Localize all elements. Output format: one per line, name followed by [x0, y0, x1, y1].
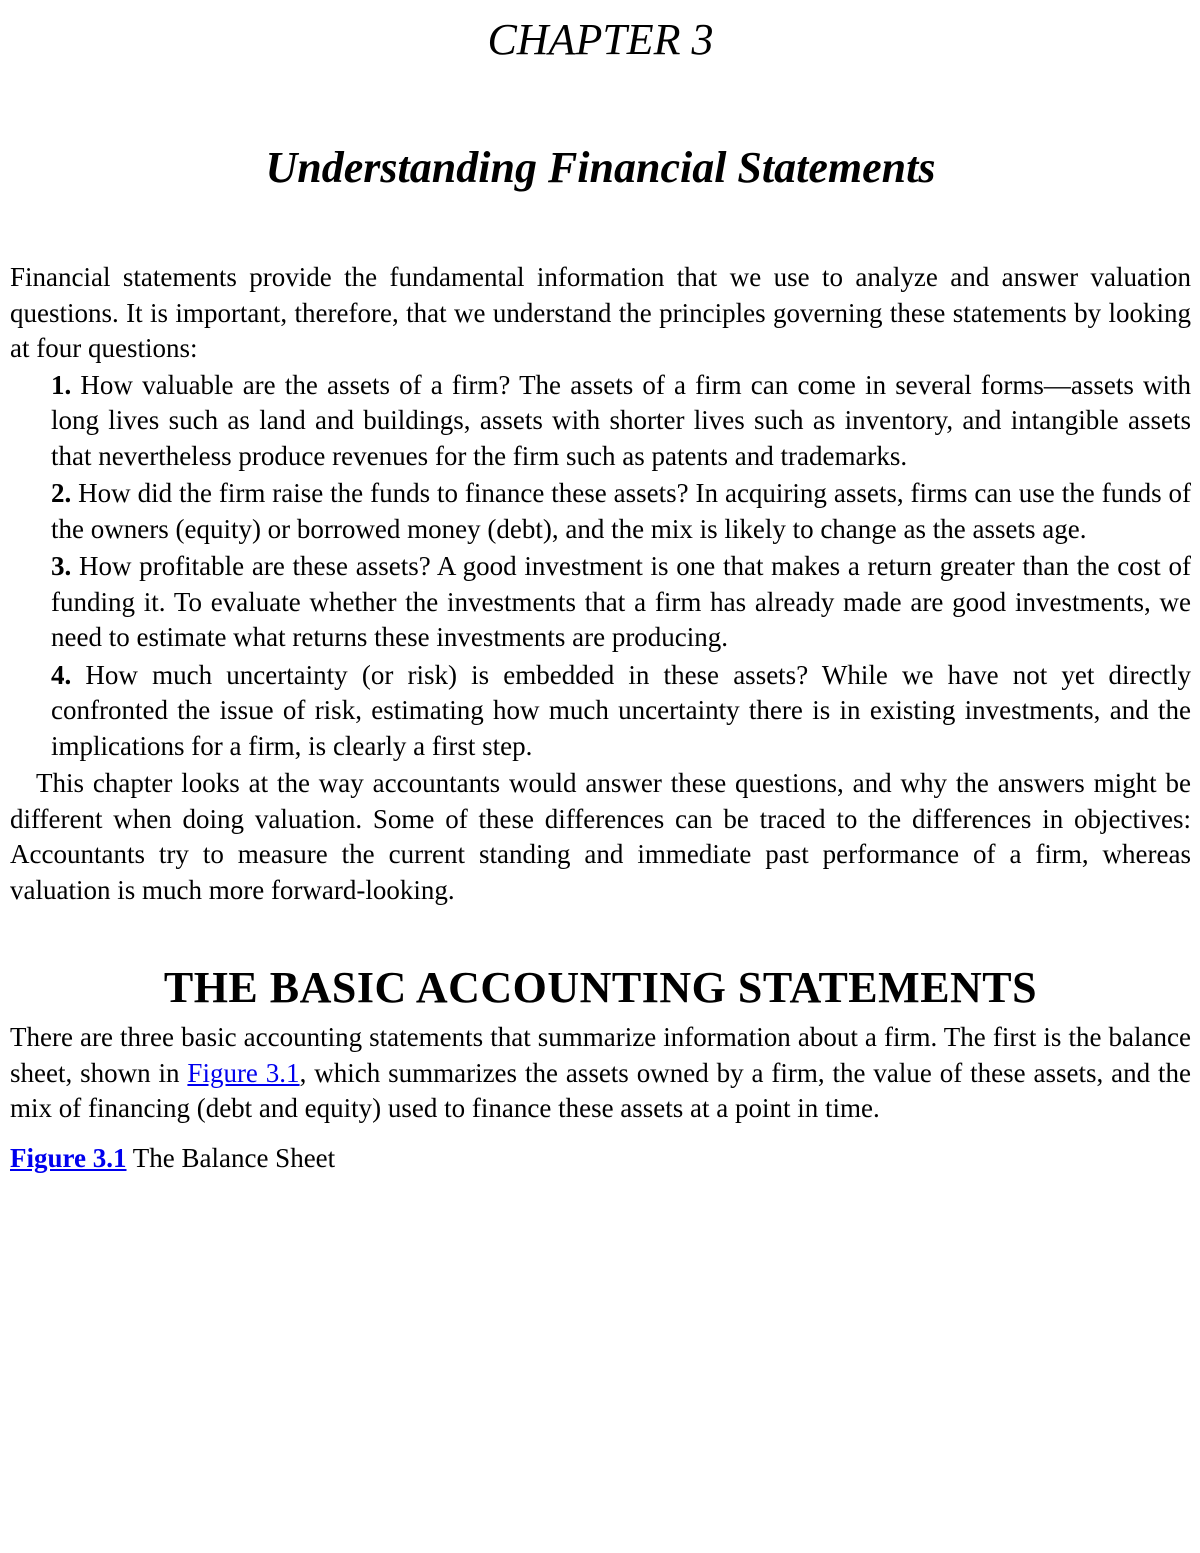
question-number: 4. — [51, 659, 72, 690]
question-number: 1. — [51, 369, 72, 400]
section-paragraph — [10, 1020, 1191, 1127]
list-item — [51, 658, 1191, 765]
intro-paragraph: Financial statements provide the fundamental information that we use to analyze and answer valuation questions. It is important, therefore, that we understand the principles governing these statements by looking at four questions: — [10, 262, 1191, 363]
figure-3-1-caption-link[interactable]: Figure 3.1 — [10, 1142, 127, 1173]
list-item — [51, 476, 1191, 547]
list-item — [51, 549, 1191, 656]
list-item — [51, 368, 1191, 475]
figure-caption-text: The Balance Sheet — [126, 1142, 336, 1173]
question-number: 3. — [51, 551, 72, 581]
section-text-after-link: , which summarizes the assets owned by a firm, the value of these assets, and the mix of financing (debt and equity) used to finance these assets at a point in time. — [10, 1057, 1191, 1123]
figure-caption — [10, 1141, 1191, 1177]
question-text: How much uncertainty (or risk) is embedded in these assets? While we have not yet directly confronted the issue of risk, estimating how much uncertainty there is in existing investments, and the implications for a firm, is clearly a first step. — [51, 659, 1192, 761]
chapter-title: Understanding Financial Statements — [265, 143, 936, 192]
question-text: How did the firm raise the funds to finance these assets? In acquiring assets, firms can use the funds of the owners (equity) or borrowed money (debt), and the mix is likely to change as the assets age. — [51, 478, 1191, 544]
section-heading: THE BASIC ACCOUNTING STATEMENTS — [163, 963, 1038, 1012]
question-text: How profitable are these assets? A good investment is one that makes a return greater than the cost of funding it. To evaluate whether the investments that a firm has already made are good investments, we need to estimate what returns these investments are producing. — [51, 551, 1191, 652]
question-text: How valuable are the assets of a firm? The assets of a firm can come in several forms—assets with long lives such as land and buildings, assets with shorter lives such as inventory, and intangible assets that nevertheless produce revenues for the firm such as patents and trademarks. — [51, 369, 1191, 471]
figure-3-1-inline-link[interactable]: Figure 3.1 — [187, 1057, 300, 1088]
closing-paragraph: This chapter looks at the way accountants would answer these questions, and why the answers might be different when doing valuation. Some of these differences can be traced to the differences in objectives: Accountants try to measure the current standing and immediate past performance of a firm, whereas valuation is much more forward-looking. — [10, 768, 1191, 905]
section-text-before-link: There are three basic accounting statements that summarize information about a firm. The first is the balance sheet, shown in — [10, 1022, 1191, 1088]
question-number: 2. — [51, 478, 72, 508]
question-list — [10, 368, 1191, 765]
chapter-label: CHAPTER 3 — [487, 15, 714, 64]
